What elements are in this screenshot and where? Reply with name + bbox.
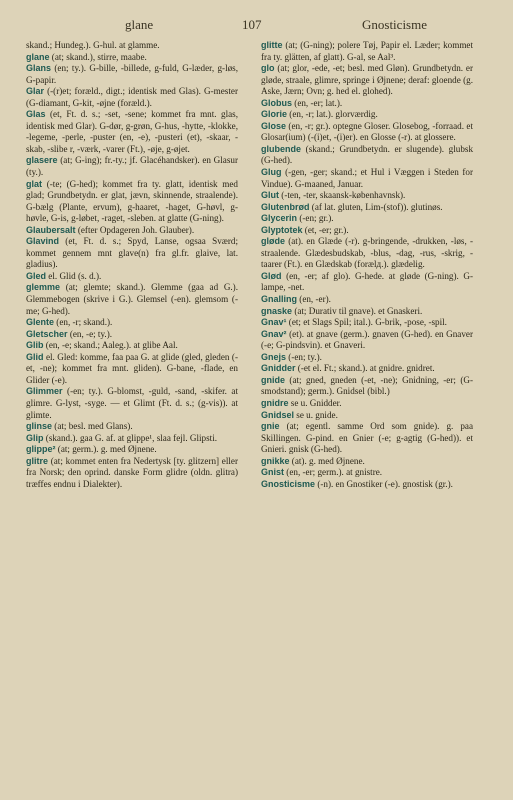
entry-headword: Glutenbrød [261, 201, 310, 212]
entry-headword: Gnist [261, 467, 285, 478]
entry-text: (-en; gr.). [299, 213, 334, 224]
entry-text: (en, -e; skand.; Aaleg.). at glibe Aal. [45, 340, 178, 351]
entry-headword: gnaske [261, 305, 293, 316]
entry-text: (at; skand.), stirre, maabe. [51, 51, 147, 62]
entry-headword: Glug [261, 167, 282, 178]
dictionary-entry [261, 306, 473, 318]
entry-headword: Glut [261, 190, 279, 201]
dictionary-entry [26, 456, 238, 491]
entry-text: (at; (G-ning); polere Tøj, Papir el. Læder; kommet fra ty. glätten, af glatt). G-al, se Aal³. [261, 40, 474, 62]
entry-text: (en, -er; af glo). G-hede. at gløde (G-ning). G-lampe, -net. [261, 270, 474, 293]
entry-text: (-en; ty.). G-blomst, -guld, -sand, -skifer. at glimre. G-lyst, -syge. — et Glimt (Ft. d. s.; (g-vis)). at glimte. [26, 386, 239, 420]
dictionary-entry [261, 271, 473, 294]
dictionary-entry [261, 109, 473, 121]
entry-text: (en, -er; lat.). [294, 97, 343, 108]
dictionary-entry [26, 352, 238, 387]
dictionary-entry [26, 386, 238, 421]
page-number: 107 [242, 17, 262, 32]
entry-headword: Gnosticisme [261, 478, 316, 489]
dictionary-entry [261, 375, 473, 398]
entry-text: (en, -r; skand.). [56, 317, 113, 328]
entry-text: se u. gnide. [296, 409, 338, 420]
entry-headword: Glente [26, 317, 55, 328]
entry-headword: Glose [261, 120, 287, 131]
entry-text: (at; germ.). g. med Øjnene. [57, 444, 157, 455]
dictionary-entry [261, 98, 473, 110]
dictionary-entry [261, 63, 473, 98]
entry-text: (-te; (G-hed); kommet fra ty. glatt, identisk med glad; Grundbetydn. er glat, jævn, skinnende, straalende). G-bælg (Plante, ervum), g-haaret, -haget, G-høvl, g-høvle, G-is, g-løbet, -raget, -sleben. at glatte (G-ning). [26, 178, 238, 224]
entry-headword: Gnejs [261, 351, 287, 362]
entry-headword: Gnidder [261, 363, 296, 374]
entry-headword: Gnalling [261, 294, 297, 305]
entry-headword: gnidre [261, 397, 289, 408]
entry-text: (at; egentl. samme Ord som gnide). g. paa Skillingen. G-pind. en Gnier (-e; g-agtig (G-hed)). et Gnieri. gnisk (G-hed). [261, 421, 474, 455]
entry-text: (at; G-ing); fr.-ty.; jf. Glacéhandsker). en Glasur (ty.). [26, 155, 238, 178]
dictionary-entry [261, 294, 473, 306]
entry-headword: Glar [26, 86, 45, 97]
dictionary-entry [26, 155, 238, 178]
dictionary-entry [261, 421, 473, 456]
dictionary-entry [261, 167, 473, 190]
entry-text: (at; kommet enten fra Nedertysk [ty. glitzern] eller fra Norsk; den oprind. danske Form glidre (oldn. glitra) træffes endnu i Dialekter). [26, 455, 238, 489]
entry-text: el. Glid (s. d.). [48, 270, 102, 281]
entry-text: (at; gned, gneden (-et, -ne); Gnidning, -er; (G-smodstand); germ.). Gnidsel (bibl.) [261, 374, 473, 397]
entry-headword: gnie [261, 421, 280, 432]
left-column [26, 40, 238, 490]
entry-headword: Glimmer [26, 386, 63, 397]
dictionary-entry [261, 202, 473, 214]
dictionary-entry [26, 86, 238, 109]
dictionary-entry [261, 121, 473, 144]
dictionary-entry [261, 352, 473, 364]
entry-text: skand.; Hundeg.). G-hul. at glamme. [26, 40, 160, 50]
entry-text: (-et el. Ft.; skand.). at gnidre. gnidret. [297, 363, 435, 374]
entry-headword: Glyptotek [261, 224, 303, 235]
dictionary-entry [26, 340, 238, 352]
entry-text: el. Gled: komme, faa paa G. at glide (gled, gleden (-et, -ne); kommet fra mnt. gliden). G-bane, -flade, en Glider (-e). [26, 351, 238, 385]
entry-headword: glo [261, 63, 275, 74]
entry-headword: Glavind [26, 236, 60, 247]
entry-headword: Glaubersalt [26, 224, 76, 235]
dictionary-entry [261, 329, 473, 352]
entry-headword: glat [26, 178, 43, 189]
entry-text: (-en; ty.). [288, 351, 322, 362]
entry-text: (et, Ft. d. s.; Spyd, Lanse, ogsaa Sværd; kommet gennem mnt glave(n) fra gl.fr. glaive, lat. gladius). [26, 236, 238, 270]
entry-headword: Glas [26, 109, 46, 120]
entry-headword: Glid [26, 351, 44, 362]
entry-headword: Gled [26, 270, 47, 281]
entry-text: (en; ty.). G-bille, -billede, g-fuld, G-læder, g-løs, G-papir. [26, 63, 239, 85]
entry-text: (et). at gnave (germ.). gnaven (G-hed). en Gnaver (-e; G-pindsvin). et Gnaveri. [261, 328, 474, 351]
entry-text: (efter Opdageren Joh. Glauber). [77, 224, 195, 235]
entry-headword: Globus [261, 97, 292, 108]
entry-headword: glubende [261, 143, 301, 154]
entry-text: (-(r)et; foræld., digt.; identisk med Glas). G-mester (G-diamant, G-kit, -øjne (foræld.). [26, 86, 238, 108]
entry-text: (en, -er). [299, 294, 331, 305]
header-right-guide-word: Gnosticisme [362, 17, 427, 32]
entry-text: (at). en Glæde (-r). g-bringende, -drukken, -løs, -straalende. Glædesbudskab, -blus, -dag, -rus, -skrig, -taarer (Ft.). en Glædskab (forælд.). glædelig. [261, 236, 473, 270]
dictionary-entry [26, 421, 238, 433]
dictionary-entry [26, 271, 238, 283]
entry-headword: glitte [261, 40, 283, 50]
dictionary-entry [261, 40, 473, 63]
entry-text: (at; besl. med Glans). [54, 421, 133, 432]
entry-headword: gnikke [261, 455, 290, 466]
dictionary-entry [26, 329, 238, 341]
dictionary-entry [261, 398, 473, 410]
entry-headword: glane [26, 51, 50, 62]
entry-headword: Gnav² [261, 328, 287, 339]
dictionary-entry [261, 317, 473, 329]
entry-headword: glinse [26, 421, 53, 432]
dictionary-entry [261, 363, 473, 375]
right-column [261, 40, 473, 490]
dictionary-entry [261, 144, 473, 167]
dictionary-entry [26, 52, 238, 64]
entry-text: (skand.; Grundbetydn. er slugende). glubsk (G-hed). [261, 143, 474, 166]
entry-text: (skand.). gaa G. af. at glippe¹, slaa fejl. Glipsti. [45, 432, 218, 443]
dictionary-entry [26, 225, 238, 237]
dictionary-entry [26, 236, 238, 271]
entry-text: (-gen, -ger; skand.; et Hul i Væggen i Steden for Vindue). G-maaned, Januar. [261, 167, 473, 189]
entry-text: (en, -r; gr.). optegne Gloser. Glosebog, -forraad. et Glosar(ium) (-(i)et, -(i)er). en Glosse (-r). at glossere. [261, 120, 473, 143]
entry-text: (et; et Slags Spil; ital.). G-brik, -pose, -spil. [288, 317, 447, 328]
entry-headword: glasere [26, 155, 58, 166]
dictionary-entry [261, 213, 473, 225]
entry-text: (et, -er; gr.). [304, 224, 349, 235]
dictionary-entry [26, 444, 238, 456]
entry-headword: Gletscher [26, 328, 68, 339]
entry-text: (et, Ft. d. s.; -set, -sene; kommet fra mnt. glas, identisk med Glar). G-dør, g-grøn, G-hus, -hytte, -klokke, -legeme, -perle, -puster (en, -e), -pusteri (et), -skaar, -skab, -slibe r, -værk, -varer (Ft.), -øje, g-øjet. [26, 109, 239, 154]
entry-text: (at; glemte; skand.). Glemme (gaa ad G.). Glemmebogen (skrive i G.). Glemsel (-en). glemsom (-me; G-hed). [26, 282, 239, 316]
entry-headword: Gnav¹ [261, 317, 287, 328]
dictionary-entry [26, 433, 238, 445]
dictionary-entry [261, 456, 473, 468]
entry-text: (at; Durativ til gnave). et Gnaskeri. [294, 305, 423, 316]
entry-headword: Glip [26, 432, 44, 443]
entry-text: (at; glor, -ede, -et; besl. med Gløn). Grundbetydn. er gløde, straale, glimre, springe i Øjnene; deraf: gloende (g. Aske, Jærn; Ovn; g. hed el. glohed). [261, 63, 474, 97]
entry-headword: Glorie [261, 109, 288, 120]
header-left-guide-word: glane [125, 17, 154, 32]
dictionary-entry [261, 410, 473, 422]
entry-text: (en, -r; lat.). glorværdig. [289, 109, 378, 120]
dictionary-entry [26, 109, 238, 155]
dictionary-entry [261, 236, 473, 271]
entry-headword: Glib [26, 340, 44, 351]
dictionary-entry [26, 179, 238, 225]
entry-text: (en, -e; ty.). [69, 328, 113, 339]
entry-headword: glemme [26, 282, 61, 293]
dictionary-entry [261, 190, 473, 202]
entry-headword: glitre [26, 455, 49, 466]
entry-text: (af lat. gluten, Lim-(stof)). glutinøs. [311, 201, 443, 212]
dictionary-entry [26, 317, 238, 329]
dictionary-entry [261, 467, 473, 479]
entry-headword: Glycerin [261, 213, 298, 224]
dictionary-entry [26, 40, 238, 52]
entry-headword: gløde [261, 236, 285, 247]
entry-text: (en, -er; germ.). at gnistre. [286, 467, 383, 478]
entry-text: se u. Gnidder. [290, 397, 342, 408]
entry-headword: gnide [261, 374, 285, 385]
dictionary-entry [261, 225, 473, 237]
page-header [0, 17, 513, 35]
dictionary-entry [26, 63, 238, 86]
entry-text: (-ten, -ter, skaansk-københavnsk). [281, 190, 406, 201]
entry-headword: Glans [26, 63, 52, 74]
entry-text: (-n). en Gnostiker (-e). gnostisk (gr.). [317, 478, 453, 489]
entry-text: (at). g. med Øjnene. [291, 455, 365, 466]
dictionary-entry [261, 479, 473, 491]
entry-headword: Glød [261, 270, 282, 281]
dictionary-entry [26, 282, 238, 317]
entry-headword: glippe² [26, 444, 56, 455]
entry-headword: Gnidsel [261, 409, 295, 420]
